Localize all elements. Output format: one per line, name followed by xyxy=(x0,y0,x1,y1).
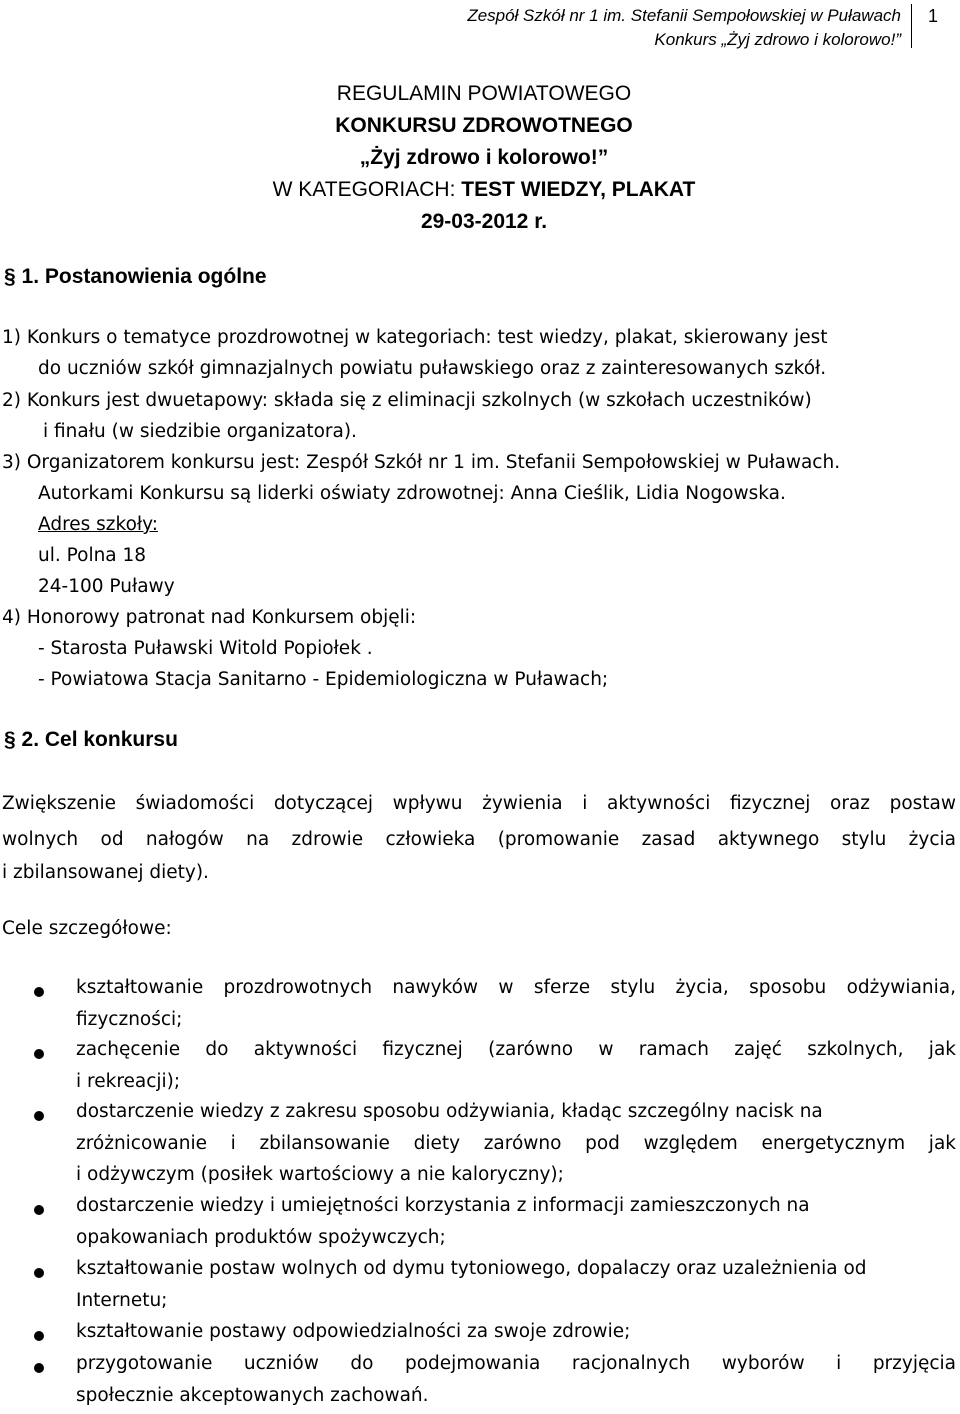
section-2-heading: § 2. Cel konkursu xyxy=(4,728,178,751)
section-1-heading: § 1. Postanowienia ogólne xyxy=(4,265,267,288)
goal-3-line-1: dostarczenie wiedzy z zakresu sposobu odżywiania, kładąc szczególny nacisk na xyxy=(76,1101,823,1122)
patron-1: - Starosta Puławski Witold Popiołek . xyxy=(38,638,373,659)
item-3-line-1: 3) Organizatorem konkursu jest: Zespół Szkół nr 1 im. Stefanii Sempołowskiej w Puławach. xyxy=(2,452,841,473)
goal-line-3: i zbilansowanej diety). xyxy=(2,862,209,883)
title-line-2: KONKURSU ZDROWOTNEGO xyxy=(335,114,633,137)
goal-6-line-1: kształtowanie postawy odpowiedzialności za swoje zdrowie; xyxy=(76,1321,631,1342)
title-line-1: REGULAMIN POWIATOWEGO xyxy=(336,82,632,105)
goal-4-line-2: opakowaniach produktów spożywczych; xyxy=(76,1227,446,1248)
goal-1-line-2: fizyczności; xyxy=(76,1009,183,1030)
goal-line-1: Zwiększenie świadomości dotyczącej wpływu żywienia i aktywności fizycznej oraz postaw xyxy=(2,793,956,814)
item-4-line-1: 4) Honorowy patronat nad Konkursem objęli: xyxy=(2,607,417,628)
goal-3-line-3: i odżywczym (posiłek wartościowy a nie kaloryczny); xyxy=(76,1164,564,1185)
item-1-line-2: do uczniów szkół gimnazjalnych powiatu puławskiego oraz z zainteresowanych szkół. xyxy=(38,358,827,379)
header-school: Zespół Szkół nr 1 im. Stefanii Sempołowskiej w Puławach xyxy=(467,6,901,25)
item-1-line-1: 1) Konkurs o tematyce prozdrowotnej w kategoriach: test wiedzy, plakat, skierowany jest xyxy=(2,327,828,348)
goal-4-line-1: dostarczenie wiedzy i umiejętności korzystania z informacji zamieszczonych na xyxy=(76,1195,810,1216)
goal-line-2: wolnych od nałogów na zdrowie człowieka (promowanie zasad aktywnego stylu życia xyxy=(2,829,956,850)
address-city: 24-100 Puławy xyxy=(38,576,175,597)
item-2-line-2: i finału (w siedzibie organizatora). xyxy=(43,421,357,442)
title-line-3: „Żyj zdrowo i kolorowo!” xyxy=(359,146,609,169)
title-line-4 xyxy=(8,174,960,206)
title-line-4-prefix: W KATEGORIACH: xyxy=(272,178,462,201)
item-2-line-1: 2) Konkurs jest dwuetapowy: składa się z eliminacji szkolnych (w szkołach uczestników) xyxy=(2,390,812,411)
bullet-icon xyxy=(34,1363,44,1373)
page-number: 1 xyxy=(927,6,938,26)
goal-1-line-1: kształtowanie prozdrowotnych nawyków w sferze stylu życia, sposobu odżywiania, xyxy=(76,977,956,998)
goal-5-line-2: Internetu; xyxy=(76,1290,168,1311)
goal-5-line-1: kształtowanie postaw wolnych od dymu tytoniowego, dopalaczy oraz uzależnienia od xyxy=(76,1258,867,1279)
bullet-icon xyxy=(34,1205,44,1215)
header-contest: Konkurs „Żyj zdrowo i kolorowo!” xyxy=(654,30,901,49)
bullet-icon xyxy=(34,1111,44,1121)
authors-line: Autorkami Konkursu są liderki oświaty zdrowotnej: Anna Cieślik, Lidia Nogowska. xyxy=(38,483,786,504)
goal-3-line-2: zróżnicowanie i zbilansowanie diety zarówno pod względem energetycznym jak xyxy=(76,1133,956,1154)
address-label: Adres szkoły: xyxy=(38,514,158,535)
patron-2: - Powiatowa Stacja Sanitarno - Epidemiologiczna w Puławach; xyxy=(38,669,609,690)
bullet-icon xyxy=(34,987,44,997)
document-title xyxy=(0,78,960,238)
bullet-icon xyxy=(34,1331,44,1341)
bullet-icon xyxy=(34,1049,44,1059)
address-street: ul. Polna 18 xyxy=(38,545,147,566)
title-line-4-bold: TEST WIEDZY, PLAKAT xyxy=(461,178,696,201)
goal-7-line-2: społecznie akceptowanych zachowań. xyxy=(76,1385,429,1406)
detailed-goals-heading: Cele szczegółowe: xyxy=(2,918,172,939)
goal-7-line-1: przygotowanie uczniów do podejmowania racjonalnych wyborów i przyjęcia xyxy=(76,1353,956,1374)
goal-2-line-1: zachęcenie do aktywności fizycznej (zarówno w ramach zajęć szkolnych, jak xyxy=(76,1039,956,1060)
goal-2-line-2: i rekreacji); xyxy=(76,1071,181,1092)
title-date: 29-03-2012 r. xyxy=(420,210,548,233)
bullet-icon xyxy=(34,1268,44,1278)
running-header xyxy=(381,4,912,48)
